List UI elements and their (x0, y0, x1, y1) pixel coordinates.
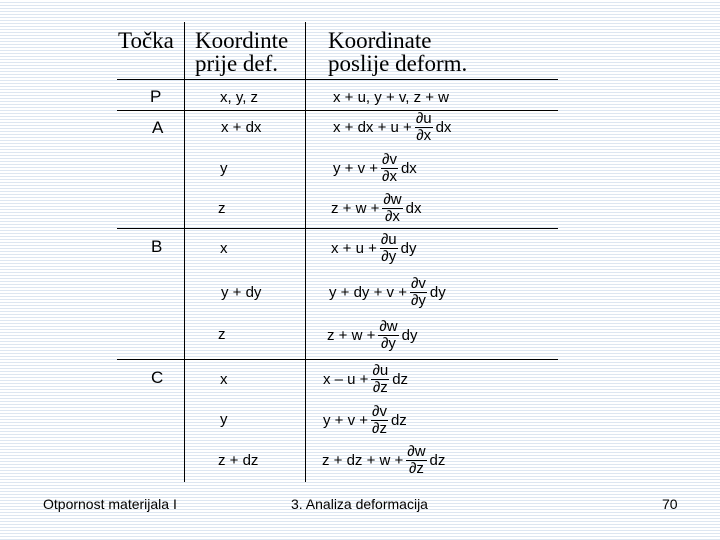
partial-fraction (371, 363, 389, 396)
partial-fraction (378, 319, 398, 352)
partial-fraction (410, 276, 427, 309)
fraction-denominator: ∂x (416, 126, 432, 144)
partial-fraction (371, 404, 388, 437)
header-tocka: Točka (118, 28, 174, 53)
expr-differential: dy (400, 239, 417, 257)
partial-fraction (381, 152, 398, 185)
fraction-denominator: ∂y (410, 291, 426, 309)
footer-course: Otpornost materijala I (43, 496, 177, 512)
vertical-divider-left (184, 22, 185, 482)
fraction-numerator: ∂v (410, 274, 426, 292)
fraction-denominator: ∂z (372, 378, 388, 396)
fraction-numerator: ∂w (407, 442, 426, 460)
expr-text: y + v + (333, 159, 379, 177)
point-b: B (151, 237, 163, 256)
footer-chapter: 3. Analiza deformacija (291, 496, 428, 512)
fraction-denominator: ∂x (385, 207, 400, 225)
partial-fraction (380, 232, 398, 265)
fraction-numerator: ∂v (372, 402, 387, 420)
a-after-z (331, 191, 421, 225)
header-rule (117, 79, 558, 80)
header-before-line1: Koordinte (195, 28, 289, 53)
fraction-denominator: ∂z (408, 459, 424, 477)
expr-text: z + w + (327, 326, 376, 344)
partial-fraction (415, 111, 433, 144)
expr-text: x + u + (331, 239, 377, 257)
c-before-y: y (220, 411, 228, 428)
b-before-z: z (218, 326, 226, 343)
vertical-divider-right (305, 22, 306, 482)
page-number: 70 (662, 496, 678, 512)
a-before-z: z (218, 200, 226, 217)
expr-text: y + v + (323, 411, 369, 429)
p-before: x, y, z (220, 89, 259, 106)
c-after-z (322, 443, 445, 477)
point-c: C (151, 368, 164, 387)
a-after-y (333, 151, 417, 185)
header-after-line1: Koordinate (328, 28, 432, 53)
fraction-numerator: ∂u (415, 109, 432, 127)
expr-differential: dz (429, 451, 446, 469)
partial-fraction (406, 444, 426, 477)
b-before-x: x (220, 240, 228, 257)
fraction-numerator: ∂u (380, 230, 397, 248)
expr-differential: dz (390, 411, 407, 429)
point-a: A (152, 118, 164, 137)
a-before-y: y (220, 160, 228, 177)
expr-differential: dy (429, 283, 446, 301)
p-after: x + u, y + v, z + w (333, 89, 450, 106)
fraction-numerator: ∂w (383, 190, 402, 208)
b-before-y: y + dy (221, 284, 262, 301)
header-before-line2: prije def. (195, 51, 279, 76)
c-before-z: z + dz (218, 452, 259, 469)
rule-after-a (117, 228, 558, 229)
expr-text: z + w + (331, 199, 380, 217)
rule-after-b (117, 359, 558, 360)
fraction-denominator: ∂y (381, 247, 397, 265)
fraction-numerator: ∂w (379, 317, 398, 335)
expr-differential: dx (435, 118, 452, 136)
expr-differential: dx (405, 199, 422, 217)
fraction-numerator: ∂v (382, 150, 397, 168)
c-after-x (323, 362, 408, 396)
expr-differential: dx (400, 159, 417, 177)
b-after-y (329, 275, 446, 309)
b-after-x (331, 231, 416, 265)
fraction-denominator: ∂z (372, 419, 387, 437)
expr-text: y + dy + v + (329, 283, 407, 301)
expr-text: x – u + (323, 370, 369, 388)
a-after-x (333, 110, 451, 144)
a-before-x: x + dx (221, 119, 262, 136)
fraction-denominator: ∂y (381, 334, 396, 352)
expr-text: x + dx + u + (333, 118, 412, 136)
expr-differential: dz (392, 370, 409, 388)
header-after-line2: poslije deform. (328, 51, 468, 76)
expr-differential: dy (401, 326, 418, 344)
fraction-numerator: ∂u (372, 361, 389, 379)
point-p: P (150, 87, 162, 106)
expr-text: z + dz + w + (322, 451, 404, 469)
c-before-x: x (220, 371, 228, 388)
b-after-z (327, 318, 417, 352)
c-after-y (323, 403, 407, 437)
partial-fraction (382, 192, 402, 225)
fraction-denominator: ∂x (382, 167, 397, 185)
